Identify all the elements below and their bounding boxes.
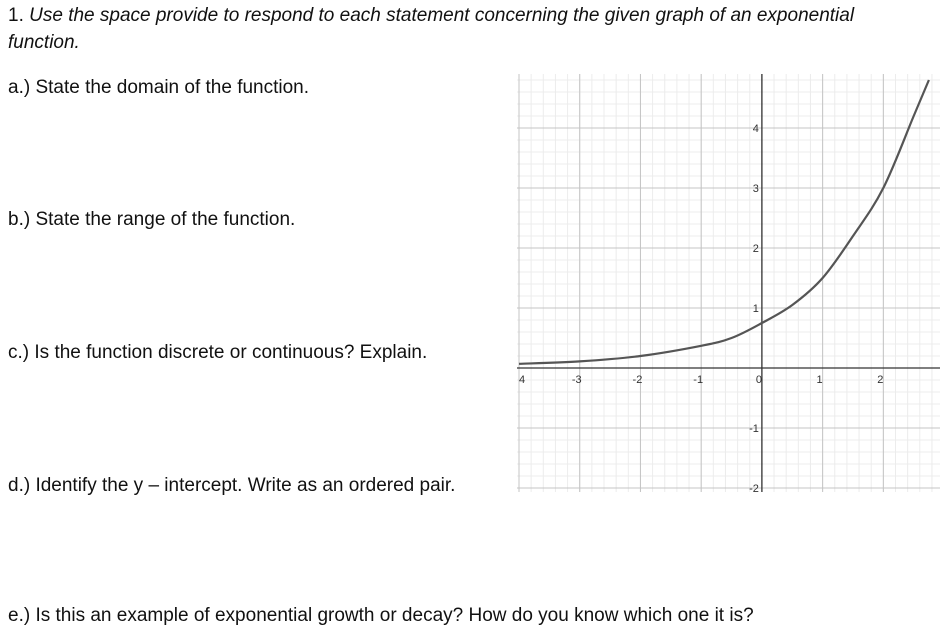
y-tick-label: 3 bbox=[752, 183, 759, 195]
grid-major bbox=[517, 74, 940, 492]
x-tick-label: -3 bbox=[571, 374, 582, 386]
x-tick-label: 2 bbox=[877, 374, 884, 386]
y-tick-label: 4 bbox=[752, 123, 759, 135]
question-e: e.) Is this an example of exponential growth or decay? How do you know which one it is? bbox=[8, 605, 754, 626]
x-tick-label: 0 bbox=[755, 374, 762, 386]
question-d: d.) Identify the y – intercept. Write as an ordered pair. bbox=[8, 475, 456, 496]
y-tick-label: 1 bbox=[752, 303, 759, 315]
question-a: a.) State the domain of the function. bbox=[8, 77, 310, 98]
y-tick-label: -2 bbox=[749, 483, 759, 495]
x-tick-label: -1 bbox=[693, 374, 704, 386]
instructions-text: Use the space provide to respond to each statement concerning the given graph of an exponential function. bbox=[8, 5, 855, 53]
question-c: c.) Is the function discrete or continuous? Explain. bbox=[8, 342, 428, 363]
exponential-graph bbox=[517, 74, 940, 495]
curve-layer bbox=[519, 80, 929, 364]
worksheet-title bbox=[8, 2, 908, 56]
grid-minor bbox=[517, 74, 940, 492]
problem-number: 1. bbox=[8, 5, 30, 26]
x-tick-label: -2 bbox=[632, 374, 643, 386]
x-tick-label: 4 bbox=[518, 374, 526, 386]
axes bbox=[517, 74, 940, 492]
question-b: b.) State the range of the function. bbox=[8, 209, 296, 230]
exponential-curve bbox=[519, 80, 929, 364]
x-tick-label: 1 bbox=[816, 374, 823, 386]
y-tick-label: 2 bbox=[752, 243, 759, 255]
y-tick-label: -1 bbox=[749, 423, 759, 435]
